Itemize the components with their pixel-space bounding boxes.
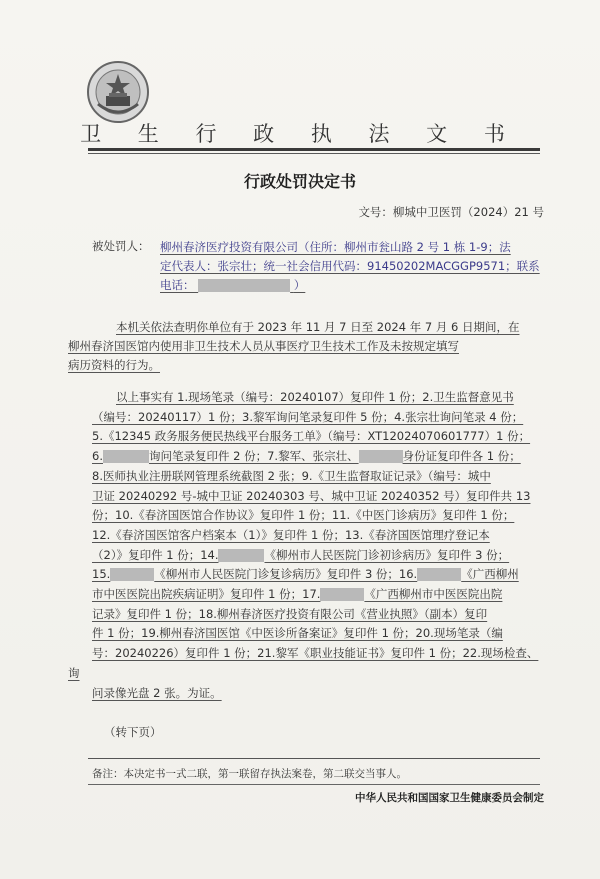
evidence-line-6: 卫证 20240292 号-城中卫证 20240303 号、城中卫证 20240352 号）复印件共 13 xyxy=(92,488,531,503)
evidence-line-13: 件 1 份；19.柳州春济国医馆《中医诊所备案证》复印件 1 份；20.现场笔录（编 xyxy=(92,626,503,641)
evidence-line-9b: 《柳州市人民医院门诊初诊病历》复印件 3 份； xyxy=(264,547,510,562)
respondent-label: 被处罚人： xyxy=(92,239,150,253)
finding-line-3: 病历资料的行为。 xyxy=(68,358,160,372)
redacted-name xyxy=(320,588,364,601)
evidence-paragraph xyxy=(68,388,548,703)
evidence-line-10a: 《柳州市人民医院门诊复诊病历》复印件 3 份；16. xyxy=(154,567,418,582)
issuing-authority: 中华人民共和国国家卫生健康委员会制定 xyxy=(355,792,544,804)
redacted-name xyxy=(417,568,461,581)
footer-rule-top xyxy=(88,758,540,759)
evidence-item-15-number: 15. xyxy=(92,567,111,582)
evidence-line-2: （编号：20240117）1 份；3.黎军询问笔录复印件 5 份；4.张宗壮询问笔录 4 份； xyxy=(92,409,524,424)
evidence-line-15: 问录像光盘 2 张。为证。 xyxy=(92,685,222,700)
redacted-name xyxy=(110,568,154,581)
evidence-line-14: 号：20240226）复印件 1 份；21.黎军《职业技能证书》复印件 1 份；22.现场检查、询 xyxy=(68,646,539,680)
respondent-line-2: 定代表人：张宗壮；统一社会信用代码：91450202MACGGP9571；联系 xyxy=(160,259,540,273)
respondent-line-3 xyxy=(160,276,550,295)
evidence-line-9a: （2）》复印件 1 份；14. xyxy=(92,547,219,562)
redacted-name xyxy=(359,450,403,463)
respondent-line-3-end: ） xyxy=(293,278,306,292)
national-emblem-icon xyxy=(86,60,150,124)
respondent-line-1: 柳州春济医疗投资有限公司（住所：柳州市瓮山路 2 号 1 栋 1-9；法 xyxy=(160,240,511,254)
redacted-phone xyxy=(198,279,290,292)
respondent-phone-label: 电话： xyxy=(160,278,195,292)
finding-paragraph xyxy=(68,318,548,375)
evidence-item-6-number: 6. xyxy=(92,449,103,464)
evidence-line-10b: 《广西柳州 xyxy=(461,567,519,582)
footer-rule-bottom xyxy=(88,784,540,785)
evidence-line-4a: 询问笔录复印件 2 份；7.黎军、张宗壮、 xyxy=(148,449,359,464)
document-title: 行政处罚决定书 xyxy=(243,172,356,191)
redacted-name xyxy=(218,549,264,562)
finding-line-2: 柳州春济国医馆内使用非卫生技术人员从事医疗卫生技术工作及未按规定填写 xyxy=(68,339,459,353)
evidence-line-5: 8.医师执业注册联网管理系统截图 2 张；9.《卫生监督取证记录》（编号：城中 xyxy=(92,468,491,483)
evidence-line-4b: 身份证复印件各 1 份； xyxy=(402,449,521,464)
evidence-line-8: 12.《春济国医馆客户档案本（1）》复印件 1 份；13.《春济国医馆理疗登记本 xyxy=(92,527,490,542)
evidence-line-11a: 市中医医院出院疾病证明》复印件 1 份；17. xyxy=(92,587,321,602)
turn-page-note: （转下页） xyxy=(104,725,162,739)
agency-document-header: 卫 生 行 政 执 法 文 书 xyxy=(80,122,520,146)
redacted-name xyxy=(103,450,149,463)
evidence-line-11b: 《广西柳州市中医医院出院 xyxy=(364,587,503,602)
respondent-details xyxy=(160,238,550,295)
header-thin-rule xyxy=(88,153,540,154)
remarks-note: 备注：本决定书一式二联，第一联留存执法案卷，第二联交当事人。 xyxy=(92,768,407,780)
evidence-line-3: 5.《12345 政务服务便民热线平台服务工单》（编号：XT12024070601777）1 份； xyxy=(92,429,531,444)
document-number: 文号：柳城中卫医罚（2024）21 号 xyxy=(358,205,544,219)
evidence-line-12: 记录》复印件 1 份；18.柳州春济医疗投资有限公司《营业执照》（副本）复印 xyxy=(92,606,488,621)
header-thick-rule xyxy=(88,148,540,151)
evidence-line-1: 以上事实有 1.现场笔录（编号：20240107）复印件 1 份；2.卫生监督意见书 xyxy=(116,390,514,404)
evidence-line-7: 份；10.《春济国医馆合作协议》复印件 1 份；11.《中医门诊病历》复印件 1 份； xyxy=(92,508,515,523)
finding-line-1: 本机关依法查明你单位有于 2023 年 11 月 7 日至 2024 年 7 月 6 日期间，在 xyxy=(116,320,520,334)
